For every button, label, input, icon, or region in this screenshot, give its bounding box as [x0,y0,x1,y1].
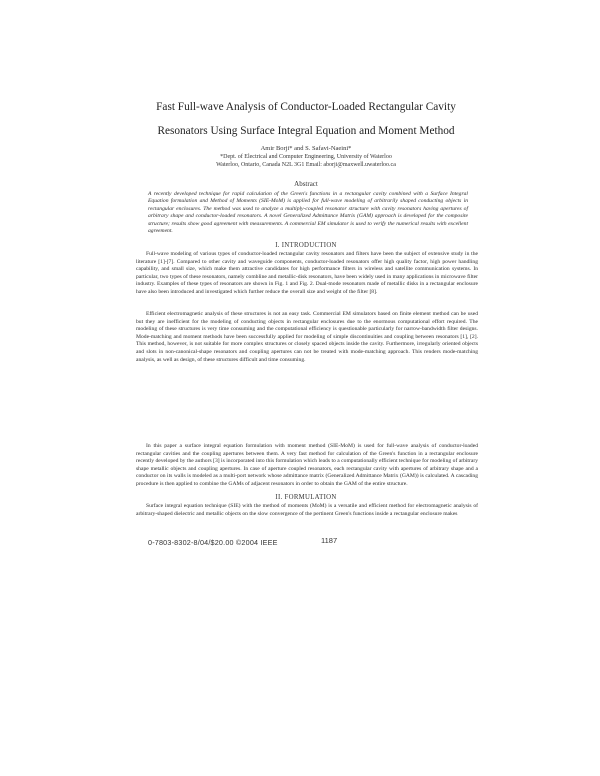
authors: Amir Borji* and S. Safavi-Naeini* [260,145,352,152]
section-heading-formulation: II. FORMULATION [275,494,337,501]
abstract-heading: Abstract [294,180,318,188]
affiliation-line-2: Waterloo, Ontario, Canada N2L 3G1 Email: aborji@maxwell.uwaterloo.ca [216,161,396,168]
paper-title-line-2: Resonators Using Surface Integral Equation and Moment Method [157,125,455,137]
section-heading-introduction: I. INTRODUCTION [275,242,337,249]
page-number: 1187 [321,536,338,545]
affiliation-line-1: *Dept. of Electrical and Computer Engineering, University of Waterloo [220,154,392,160]
affiliation [120,154,492,170]
intro-paragraph-3: In this paper a surface integral equation formulation with moment method (SIE-MoM) is used for full-wave analysis of conductor-loaded rectangular cavities and the coupling apertures between them. A very fast method for calculation of the Green's function in a rectangular enclosure recently developed by the authors [3] is incorporated into this formulation which leads to a computationally efficient technique for modeling of arbitrary shape metallic objects and coupling apertures. In case of aperture coupled resonators, each rectangular cavity with apertures of arbitrary shape and a conductor on its walls is modeled as a multi-port network whose admittance matrix (Generalized Admittance Matrix (GAM)) is calculated. A cascading procedure is then applied to combine the GAMs of adjacent resonators in order to obtain the GAM of the entire structure. [136,443,478,487]
formulation-paragraph-1: Surface integral equation technique (SIE) with the method of moments (MoM) is a versatile and efficient method for electromagnetic analysis of arbitrary-shaped dielectric and metallic objects on the slow convergence of the pertinent Green's functions inside a rectangular enclosure makes [136,503,478,517]
copyright-footer: 0-7803-8302-8/04/$20.00 ©2004 IEEE [148,538,278,547]
abstract-text: A recently developed technique for rapid calculation of the Green's functions in a rectangular cavity combined with a Surface Integral Equation formulation and Method of Moments (SIE-MoM) is applied for full-wave modeling of arbitrarily shaped conducting objects in rectangular enclosures. The method was used to analyze a multiply-coupled resonator structure with cavity resonators having apertures of arbitrary shape and conductor-loaded resonators. A novel Generalized Admittance Matrix (GAM) approach is developed for the composite structure; results show good agreement with measurements. A commercial EM simulator is used to verify the numerical results with excellent agreement. [148,191,468,235]
intro-paragraph-1: Full-wave modeling of various types of conductor-loaded rectangular cavity resonators and filters have been the subject of extensive study in the literature [1]-[7]. Compared to other cavity and waveguide components, conductor-loaded resonators offer high quality factor, high power handling capability, and small size, which make them attractive candidates for high performance filters in wireless and satellite communication systems. In particular, two types of these resonators, namely combline and metallic-disk resonators, have been widely used in many applications in microwave filter industry. Examples of these types of resonators are shown in Fig. 1 and Fig. 2. Dual-mode resonators made of metallic disks in a rectangular enclosure have also been introduced and investigated which further reduce the overall size and weight of the filter [8]. [136,251,478,295]
intro-paragraph-2: Efficient electromagnetic analysis of these structures is not an easy task. Commercial EM simulators based on finite element method can be used but they are inefficient for the modeling of conducting objects in rectangular enclosures due to the enormous computational effort required. The modeling of these structures is very time consuming and the computational efficiency is questionable particularly for narrow-bandwidth filter designs. Mode-matching and moment methods have been successfully applied for modeling of simple discontinuities and coupling between resonators [1], [2]. This method, however, is not suitable for more complex structures or closely spaced objects inside the cavity. Furthermore, irregularly oriented objects and slots in non-canonical-shape resonators and coupling apertures can not be treated with mode-matching approach. This renders mode-matching analysis, as well as design, of these structures difficult and time consuming. [136,311,478,363]
paper-title-line-1: Fast Full-wave Analysis of Conductor-Loaded Rectangular Cavity [156,101,456,113]
